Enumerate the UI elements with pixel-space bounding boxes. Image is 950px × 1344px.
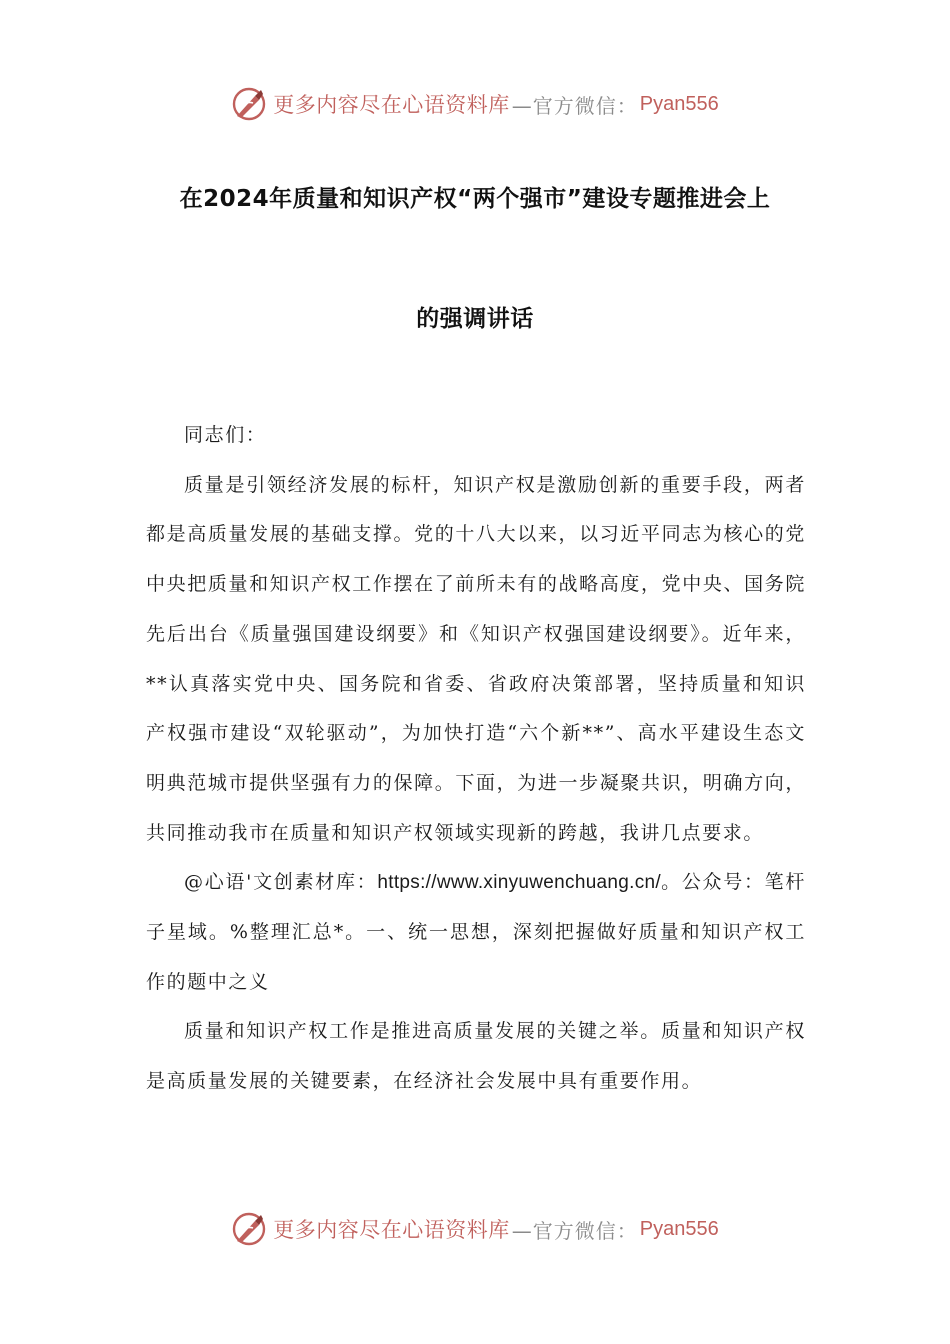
paragraph-2 [146, 858, 806, 1007]
salutation: 同志们： [184, 424, 267, 446]
footer-watermark [0, 1209, 950, 1249]
document-title-line2: 的强调讲话 [416, 306, 534, 332]
document-body [146, 411, 806, 1107]
header-watermark [0, 84, 950, 124]
paragraph-1: 质量是引领经济发展的标杆，知识产权是激励创新的重要手段，两者都是高质量发展的基础支撑。党的十八大以来，以习近平同志为核心的党中央把质量和知识产权工作摆在了前所未有的战略高度，党中央、国务院先后出台《质量强国建设纲要》和《知识产权强国建设纲要》。近年来，**认真落实党中央、国务院和省委、省政府决策部署，坚持质量和知识产权强市建设“双轮驱动”，为加快打造“六个新**”、高水平建设生态文明典范城市提供坚强有力的保障。下面，为进一步凝聚共识，明确方向，共同推动我市在质量和知识产权领域实现新的跨越，我讲几点要求。 [146, 473, 806, 844]
document-title-line1: 在2024年质量和知识产权“两个强市”建设专题推进会上 [179, 186, 771, 212]
footer-contact-text: —官方微信： [511, 1218, 638, 1243]
footer-handle-text: Pyan556 [639, 1217, 719, 1240]
paragraph-3: 质量和知识产权工作是推进高质量发展的关键之举。质量和知识产权是高质量发展的关键要素，在经济社会发展中具有重要作用。 [146, 1020, 806, 1093]
paragraph-2-suffix: 。公众号：笔杆子星域。%整理汇总*。一、统一思想，深刻把握做好质量和知识产权工作的题中之义 [146, 871, 806, 993]
paragraph-2-prefix: @心语'文创素材库： [184, 871, 378, 894]
website-link[interactable]: https://www.xinyuwenchuang.cn/ [377, 872, 661, 894]
header-handle-text: Pyan556 [639, 92, 719, 115]
pen-logo-icon [231, 86, 267, 122]
footer-brand-text: 更多内容尽在心语资料库 [273, 1218, 510, 1242]
header-brand-text: 更多内容尽在心语资料库 [273, 93, 510, 117]
header-contact-text: —官方微信： [511, 93, 638, 118]
pen-logo-icon [231, 1211, 267, 1247]
